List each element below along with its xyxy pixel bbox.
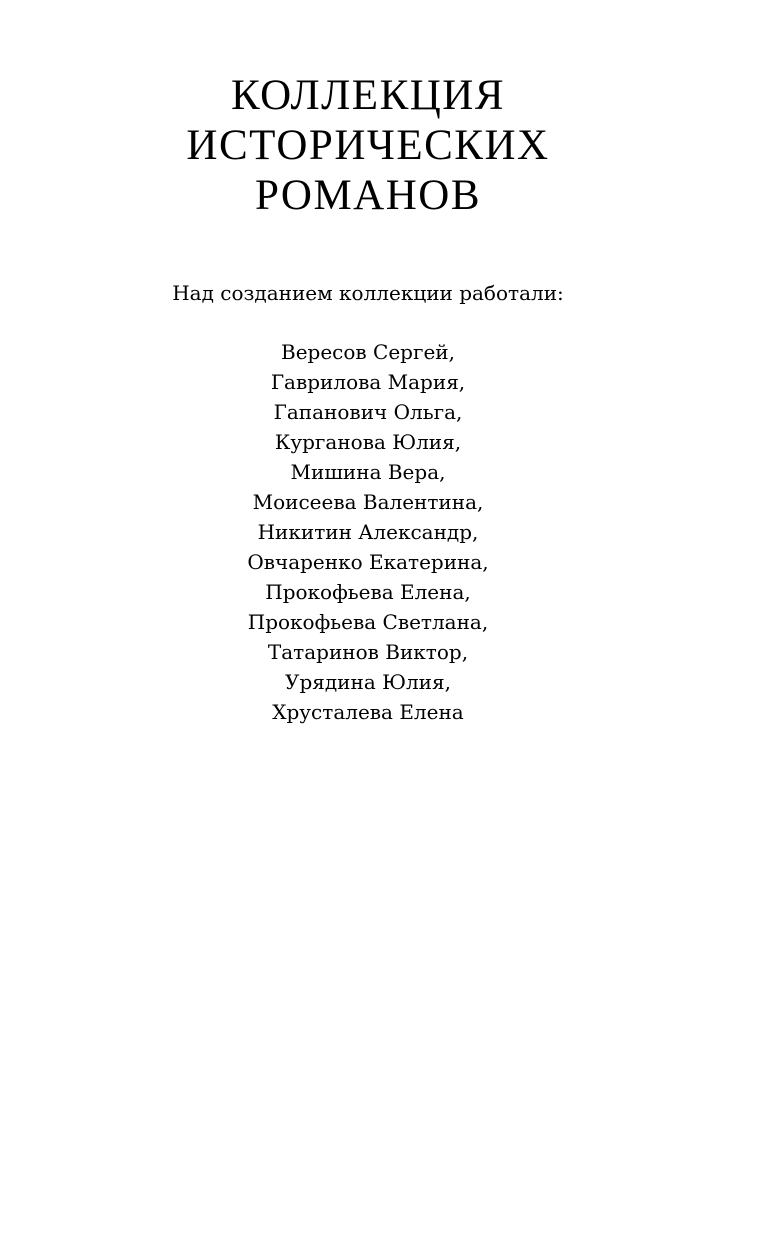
collection-title [0,71,736,221]
credit-name: Гапанович Ольга, [273,400,463,424]
credit-name: Прокофьева Светлана, [247,610,489,634]
credits-list [0,337,736,727]
credit-name: Никитин Александр, [257,520,479,544]
title-line: КОЛЛЕКЦИЯ [230,72,506,119]
credit-name: Курганова Юлия, [274,430,462,454]
credit-name: Хрусталева Елена [272,700,464,724]
credit-name: Вересов Сергей, [281,340,455,364]
credit-name: Прокофьева Елена, [265,580,471,604]
credits-heading: Над созданием коллекции работали: [172,281,564,305]
credit-name: Моисеева Валентина, [252,490,484,514]
title-line: РОМАНОВ [254,172,482,219]
credit-name: Мишина Вера, [290,460,446,484]
credit-name: Урядина Юлия, [284,670,451,694]
credit-name: Татаринов Виктор, [267,640,469,664]
title-line: ИСТОРИЧЕСКИХ [186,122,550,169]
credit-name: Овчаренко Екатерина, [247,550,489,574]
credit-name: Гаврилова Мария, [270,370,466,394]
